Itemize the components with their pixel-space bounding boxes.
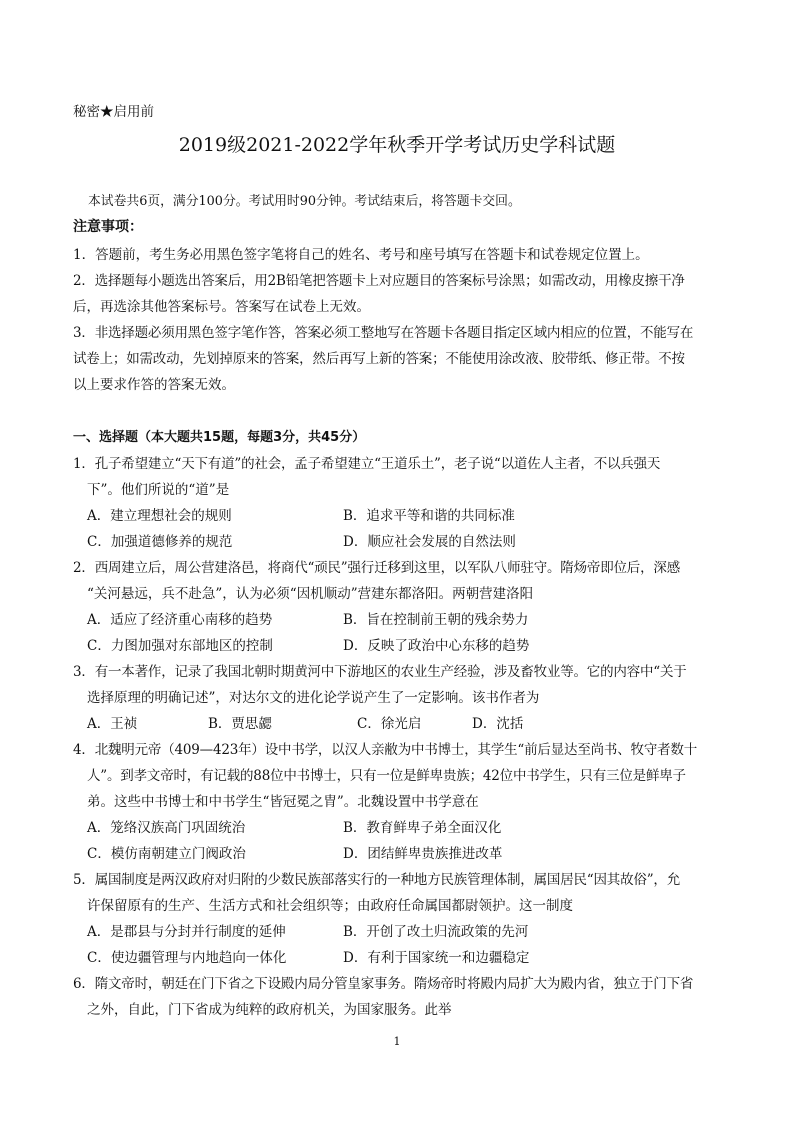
question-4-line: 弟。这些中书博士和中书学生“皆冠冕之胄”。北魏设置中书学意在 xyxy=(87,794,479,810)
question-3-option-a: A．王祯 xyxy=(87,716,138,732)
question-6-line: 之外，自此，门下省成为纯粹的政府机关，为国家服务。此举 xyxy=(87,1002,452,1018)
question-6-line: 6．隋文帝时，朝廷在门下省之下设殿内局分管皇家事务。隋炀帝时将殿内局扩大为殿内省，独立于门下省 xyxy=(73,976,694,992)
exam-intro: 本试卷共6页，满分100分。考试用时90分钟。考试结束后，将答题卡交回。 xyxy=(88,194,521,209)
question-2-line: “关河悬远，兵不赴急”，认为必须“因机顺动”营建东都洛阳。两朝营建洛阳 xyxy=(87,586,534,602)
notice-heading: 注意事项： xyxy=(73,219,143,235)
question-5-line: 5．属国制度是两汉政府对归附的少数民族部落实行的一种地方民族管理体制，属国居民“因其故俗”，允 xyxy=(73,872,680,888)
notice-line: 试卷上；如需改动，先划掉原来的答案，然后再写上新的答案；不能使用涂改液、胶带纸、修正带。不按 xyxy=(73,351,685,367)
question-4-line: 人”。到孝文帝时，有记载的88位中书博士，只有一位是鲜卑贵族；42位中书学生，只有三位是鲜卑子 xyxy=(87,768,686,784)
question-1-option-b: B．追求平等和谐的共同标准 xyxy=(343,508,515,524)
question-5-line: 许保留原有的生产、生活方式和社会组织等；由政府任命属国都尉领护。这一制度 xyxy=(87,898,573,914)
question-2-option-a: A．适应了经济重心南移的趋势 xyxy=(87,612,273,628)
question-4-option-b: B．教育鲜卑子弟全面汉化 xyxy=(343,820,502,836)
question-1-line: 下”。他们所说的“道”是 xyxy=(87,482,230,498)
notice-line: 以上要求作答的答案无效。 xyxy=(73,377,235,393)
question-3-option-c: C．徐光启 xyxy=(357,716,422,732)
question-5-option-b: B．开创了改土归流政策的先河 xyxy=(343,924,529,940)
notice-line: 3．非选择题必须用黑色签字笔作答，答案必须工整地写在答题卡各题目指定区域内相应的位置，不能写在 xyxy=(73,325,694,341)
question-2-option-d: D．反映了政治中心东移的趋势 xyxy=(343,638,530,654)
notice-line: 2．选择题每小题选出答案后，用2B铅笔把答题卡上对应题目的答案标号涂黑；如需改动，用橡皮擦干净 xyxy=(73,273,685,289)
question-5-option-d: D．有利于国家统一和边疆稳定 xyxy=(343,950,530,966)
question-4-option-d: D．团结鲜卑贵族推进改革 xyxy=(343,846,503,862)
confidential-mark: 秘密★启用前 xyxy=(73,104,154,120)
question-5-option-a: A．是郡县与分封并行制度的延伸 xyxy=(87,924,286,940)
question-1-option-a: A．建立理想社会的规则 xyxy=(87,508,232,524)
page-number: 1 xyxy=(393,1035,401,1048)
question-1-line: 1．孔子希望建立“天下有道”的社会，孟子希望建立“王道乐土”，老子说“以道佐人主者，不以兵强天 xyxy=(73,456,661,472)
notice-line: 后，再选涂其他答案标号。答案写在试卷上无效。 xyxy=(73,299,370,315)
question-4-line: 4．北魏明元帝（409—423年）设中书学，以汉人亲敝为中书博士，其学生“前后显达至尚书、牧守者数十 xyxy=(73,742,698,758)
question-2-option-b: B．旨在控制前王朝的残余势力 xyxy=(343,612,529,628)
question-4-option-c: C．模仿南朝建立门阀政治 xyxy=(87,846,246,862)
question-2-line: 2．西周建立后，周公营建洛邑，将商代“顽民”强行迁移到这里，以军队八师驻守。隋炀帝即位后，深感 xyxy=(73,560,680,576)
question-3-line: 选择原理的明确记述”，对达尔文的进化论学说产生了一定影响。该书作者为 xyxy=(87,690,540,706)
question-3-line: 3．有一本著作，记录了我国北朝时期黄河中下游地区的农业生产经验，涉及畜牧业等。它的内容中“关于 xyxy=(73,664,687,680)
question-3-option-d: D．沈括 xyxy=(472,716,524,732)
question-4-option-a: A．笼络汉族高门巩固统治 xyxy=(87,820,246,836)
question-1-option-d: D．顺应社会发展的自然法则 xyxy=(343,534,516,550)
question-3-option-b: B．贾思勰 xyxy=(208,716,272,732)
notice-line: 1．答题前，考生务必用黑色签字笔将自己的姓名、考号和座号填写在答题卡和试卷规定位置上。 xyxy=(73,247,649,263)
exam-title: 2019级2021-2022学年秋季开学考试历史学科试题 xyxy=(178,134,616,156)
section-heading: 一、选择题（本大题共15题，每题3分，共45分） xyxy=(73,430,366,445)
question-1-option-c: C．加强道德修养的规范 xyxy=(87,534,233,550)
question-2-option-c: C．力图加强对东部地区的控制 xyxy=(87,638,273,654)
question-5-option-c: C．使边疆管理与内地趋向一体化 xyxy=(87,950,287,966)
